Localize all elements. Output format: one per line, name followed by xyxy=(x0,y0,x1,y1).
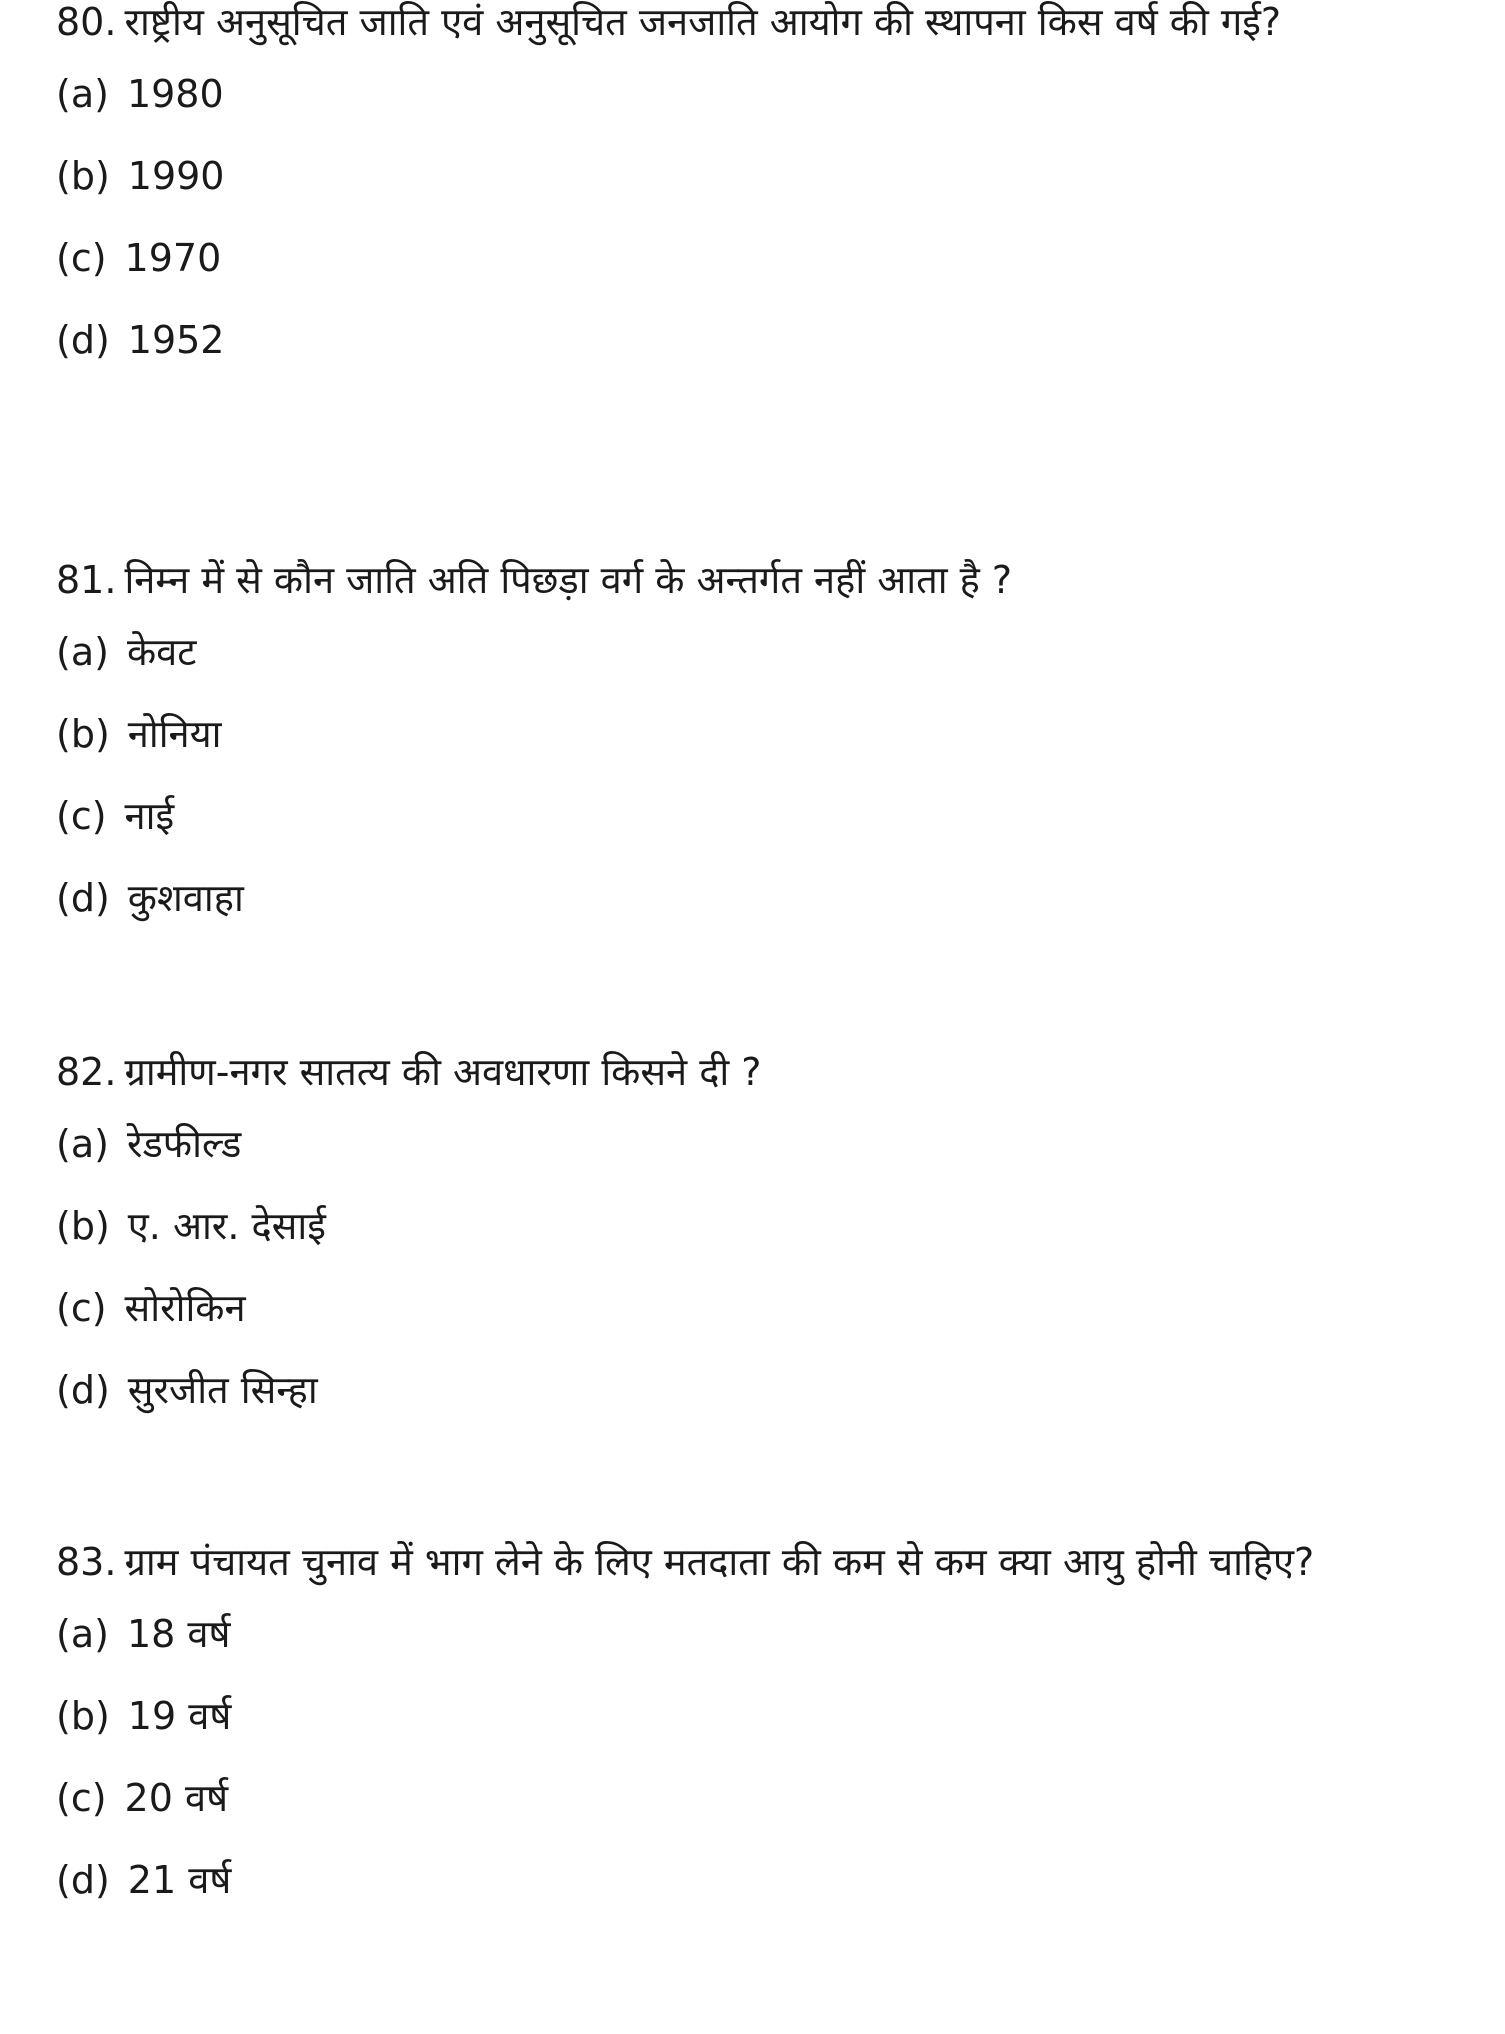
option-label: (a) xyxy=(56,72,109,116)
option-d xyxy=(56,1368,1446,1450)
option-d xyxy=(56,318,1446,400)
option-a xyxy=(56,1612,1446,1694)
option-text: 1970 xyxy=(124,236,222,280)
option-label: (d) xyxy=(56,1858,110,1902)
option-c xyxy=(56,1776,1446,1858)
option-label: (d) xyxy=(56,1368,110,1412)
option-d xyxy=(56,1858,1446,1940)
option-label: (b) xyxy=(56,154,110,198)
question-83 xyxy=(56,1530,1446,1940)
option-text: 21 वर्ष xyxy=(127,1858,232,1902)
option-text: रेडफील्ड xyxy=(126,1122,242,1166)
option-c xyxy=(56,236,1446,318)
question-body: राष्ट्रीय अनुसूचित जाति एवं अनुसूचित जनजाति आयोग की स्थापना किस वर्ष की गई? xyxy=(124,0,1282,44)
option-text: 20 वर्ष xyxy=(124,1776,229,1820)
option-text: सुरजीत सिन्हा xyxy=(127,1368,318,1412)
option-b xyxy=(56,712,1446,794)
question-body: ग्राम पंचायत चुनाव में भाग लेने के लिए मतदाता की कम से कम क्या आयु होनी चाहिए? xyxy=(124,1540,1315,1584)
option-text: 18 वर्ष xyxy=(126,1612,231,1656)
option-label: (b) xyxy=(56,1694,110,1738)
question-number: 80. xyxy=(56,0,117,44)
option-c xyxy=(56,1286,1446,1368)
option-label: (c) xyxy=(56,1286,107,1330)
option-a xyxy=(56,630,1446,712)
option-label: (c) xyxy=(56,794,107,838)
question-number: 81. xyxy=(56,558,117,602)
question-number: 83. xyxy=(56,1540,117,1584)
option-list xyxy=(56,72,1446,400)
question-text xyxy=(56,548,1446,612)
question-text xyxy=(56,1530,1446,1594)
option-label: (c) xyxy=(56,236,107,280)
option-a xyxy=(56,1122,1446,1204)
option-text: नाई xyxy=(124,794,175,838)
option-text: कुशवाहा xyxy=(127,876,244,920)
option-text: नोनिया xyxy=(127,712,222,756)
option-label: (d) xyxy=(56,876,110,920)
option-list xyxy=(56,1612,1446,1940)
option-text: केवट xyxy=(126,630,197,674)
question-text xyxy=(56,1040,1446,1104)
question-82 xyxy=(56,1040,1446,1450)
option-label: (c) xyxy=(56,1776,107,1820)
option-b xyxy=(56,1204,1446,1286)
question-number: 82. xyxy=(56,1050,117,1094)
option-label: (a) xyxy=(56,630,109,674)
option-c xyxy=(56,794,1446,876)
option-text: 1990 xyxy=(127,154,225,198)
option-label: (a) xyxy=(56,1122,109,1166)
option-text: 1980 xyxy=(126,72,224,116)
option-text: सोरोकिन xyxy=(124,1286,246,1330)
question-body: ग्रामीण-नगर सातत्य की अवधारणा किसने दी ? xyxy=(124,1050,762,1094)
option-text: 1952 xyxy=(127,318,225,362)
question-text xyxy=(56,0,1446,54)
option-b xyxy=(56,154,1446,236)
option-list xyxy=(56,1122,1446,1450)
option-text: ए. आर. देसाई xyxy=(127,1204,326,1248)
option-list xyxy=(56,630,1446,958)
option-label: (d) xyxy=(56,318,110,362)
option-text: 19 वर्ष xyxy=(127,1694,232,1738)
option-label: (b) xyxy=(56,1204,110,1248)
question-81 xyxy=(56,548,1446,958)
option-label: (a) xyxy=(56,1612,109,1656)
option-a xyxy=(56,72,1446,154)
option-label: (b) xyxy=(56,712,110,756)
option-b xyxy=(56,1694,1446,1776)
option-d xyxy=(56,876,1446,958)
question-80 xyxy=(56,0,1446,400)
question-body: निम्न में से कौन जाति अति पिछड़ा वर्ग के अन्तर्गत नहीं आता है ? xyxy=(124,558,1013,602)
